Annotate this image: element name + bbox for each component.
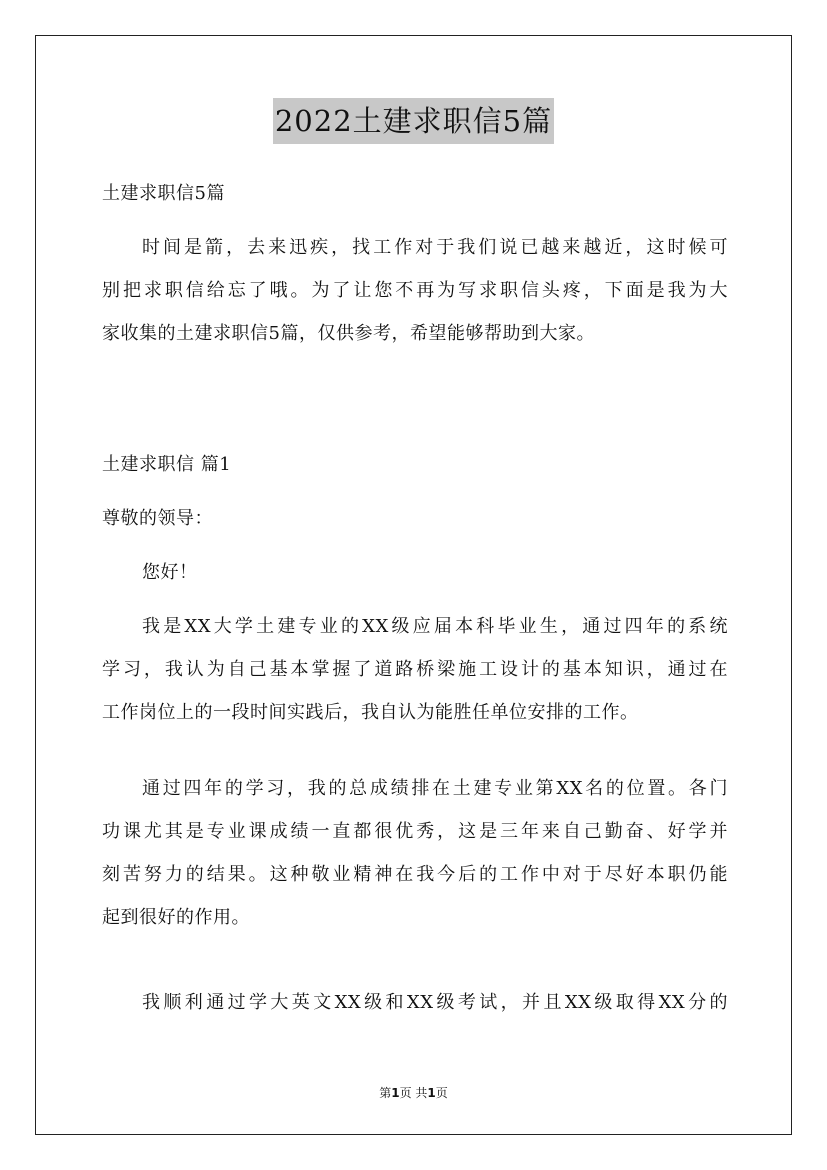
body-line: 功课尤其是专业课成绩一直都很优秀，这是三年来自己勤奋、好学并 [102,821,728,842]
intro-line: 别把求职信给忘了哦。为了让您不再为写求职信头疼，下面是我为大 [102,280,728,301]
page-number: 1 [391,1086,400,1100]
body-line: 我是XX大学土建专业的XX级应届本科毕业生，通过四年的系统 [142,616,728,637]
section-heading [102,443,728,486]
body-line: 刻苦努力的结果。这种敬业精神在我今后的工作中对于尽好本职仍能 [102,864,728,885]
page-footer [0,1084,827,1101]
title-container [0,98,827,144]
body-line: 我顺利通过学大英文XX级和XX级考试，并且XX级取得XX分的 [142,992,728,1013]
body-line: 学习，我认为自己基本掌握了道路桥梁施工设计的基本知识，通过在 [102,659,728,680]
greeting-text: 您好！ [142,562,198,583]
page-total: 1 [427,1086,436,1100]
page-prefix: 第 [379,1086,392,1100]
body-line: 工作岗位上的一段时间实践后，我自认为能胜任单位安排的工作。 [102,702,639,723]
subtitle [102,172,728,215]
page-suffix: 页 [435,1086,448,1100]
page-mid: 页 共 [399,1086,428,1100]
body-line: 起到很好的作用。 [102,907,250,928]
salutation-text: 尊敬的领导： [102,508,213,529]
body-paragraph-1 [102,605,728,734]
body-line: 通过四年的学习，我的总成绩排在土建专业第XX名的位置。各门 [142,778,728,799]
subtitle-text: 土建求职信5篇 [102,183,225,204]
intro-line: 时间是箭，去来迅疾，找工作对于我们说已越来越近，这时候可 [142,237,728,258]
intro-paragraph [102,226,728,355]
section-heading-text: 土建求职信 篇1 [102,454,232,475]
document-title: 2022土建求职信5篇 [273,98,554,144]
body-paragraph-3 [102,981,728,1024]
greeting [102,551,728,594]
salutation [102,497,728,540]
body-paragraph-2 [102,767,728,939]
intro-line: 家收集的土建求职信5篇，仅供参考，希望能够帮助到大家。 [102,323,595,344]
